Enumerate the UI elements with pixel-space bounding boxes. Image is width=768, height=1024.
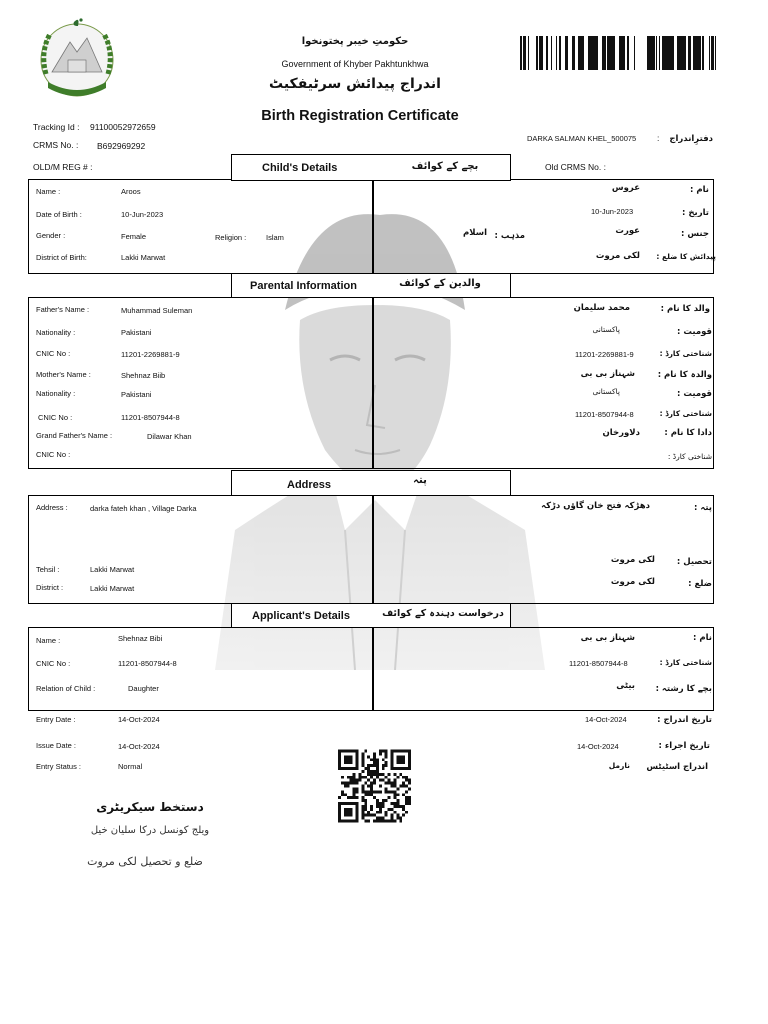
child-dob-value: 10-Jun-2023 bbox=[121, 210, 164, 219]
address-value: darka fateh khan , Village Darka bbox=[90, 504, 197, 513]
nationality1-label: Nationality : bbox=[36, 328, 76, 337]
parents-tab-ur: والدین کے کوائف bbox=[399, 278, 481, 289]
applicant-name-label: Name : bbox=[36, 636, 61, 645]
ur-district-label: ضلع : bbox=[688, 579, 712, 589]
applicant-tab-ur: درخواست دہندہ کے کوائف bbox=[382, 608, 504, 619]
ur-cnic2-label: شناختی کارڈ : bbox=[659, 409, 712, 418]
cnic2-value: 11201-8507944-8 bbox=[121, 413, 180, 422]
ur-status-label: اندراج اسٹیٹس bbox=[646, 762, 708, 772]
signature-line1: ویلج کونسل درکا سلیان خیل bbox=[90, 825, 210, 836]
old-crms-label: Old CRMS No. : bbox=[545, 162, 606, 172]
ur-father-value: محمد سلیمان bbox=[573, 303, 630, 313]
cnic1-label: CNIC No : bbox=[36, 349, 71, 358]
ur-tehsil-label: تحصیل : bbox=[676, 557, 712, 567]
child-dob-label: Date of Birth : bbox=[36, 210, 82, 219]
address-label: Address : bbox=[36, 503, 68, 512]
mother-value: Shehnaz Biib bbox=[121, 371, 166, 380]
barcode-icon bbox=[520, 36, 716, 70]
child-ur-dob-value: 10-Jun-2023 bbox=[591, 207, 634, 216]
crms-value: B692969292 bbox=[97, 141, 146, 151]
signature-title: دستخط سیکریٹری bbox=[96, 800, 204, 814]
tracking-label: Tracking Id : bbox=[33, 122, 80, 132]
ur-applicant-cnic-label: شناختی کارڈ : bbox=[659, 658, 712, 667]
ur-nat1-label: قومیت : bbox=[677, 327, 712, 337]
ur-relation-label: بچے کا رشتہ : bbox=[655, 684, 712, 694]
ur-entry-value: 14-Oct-2024 bbox=[585, 715, 627, 724]
child-district-label: District of Birth: bbox=[36, 253, 87, 262]
cnic1-value: 11201-2269881-9 bbox=[121, 350, 180, 359]
tracking-value: 91100052972659 bbox=[90, 122, 156, 132]
child-religion-label: Religion : bbox=[215, 233, 247, 242]
entry-date-label: Entry Date : bbox=[36, 715, 76, 724]
ur-entry-label: تاریخ اندراج : bbox=[657, 715, 712, 725]
district-label: District : bbox=[36, 583, 64, 592]
child-tab-ur: بچے کے کوائف bbox=[411, 161, 479, 172]
entry-date-value: 14-Oct-2024 bbox=[118, 715, 160, 724]
child-ur-name-label: نام : bbox=[690, 185, 709, 195]
ur-mother-value: شہناز بی بی bbox=[580, 369, 635, 379]
ur-applicant-name-label: نام : bbox=[693, 633, 712, 643]
child-ur-gender-value: عورت bbox=[615, 226, 640, 236]
ur-issue-label: تاریخ اجراء : bbox=[658, 741, 710, 751]
child-gender-label: Gender : bbox=[36, 231, 66, 240]
ur-mother-label: والدہ کا نام : bbox=[657, 370, 712, 380]
ur-gf-value: دلاورخان bbox=[602, 428, 640, 438]
signature-line2: ضلع و تحصیل لکی مروت bbox=[87, 855, 203, 868]
ur-relation-value: بیٹی bbox=[616, 681, 635, 691]
child-tab-en: Child's Details bbox=[262, 162, 338, 174]
grandfather-label: Grand Father's Name : bbox=[36, 431, 113, 440]
oldm-label: OLD/M REG # : bbox=[33, 162, 93, 172]
applicant-tab-en: Applicant's Details bbox=[252, 610, 350, 622]
ur-district-value: لکی مروت bbox=[610, 577, 655, 587]
office-urdu: دفترِاندراج bbox=[669, 134, 713, 144]
ur-address-value: دھڑکہ فتح خان گاؤں دڑکہ bbox=[541, 501, 650, 511]
cnic3-label: CNIC No : bbox=[36, 450, 71, 459]
child-ur-dob-label: تاریخ : bbox=[682, 208, 709, 218]
ur-applicant-cnic-value: 11201-8507944-8 bbox=[569, 659, 628, 668]
address-tab-en: Address bbox=[287, 479, 332, 491]
status-value: Normal bbox=[118, 762, 143, 771]
title-english: Birth Registration Certificate bbox=[261, 108, 459, 124]
gov-urdu: حکومتِ خیبر پختونخوا bbox=[301, 36, 409, 47]
parental-info-box bbox=[28, 297, 714, 469]
ur-father-label: والد کا نام : bbox=[660, 304, 710, 314]
father-value: Muhammad Suleman bbox=[121, 306, 193, 315]
address-tab bbox=[231, 470, 511, 496]
father-label: Father's Name : bbox=[36, 305, 90, 314]
office-colon: : bbox=[657, 133, 660, 143]
tehsil-value: Lakki Marwat bbox=[90, 565, 135, 574]
nationality1-value: Pakistani bbox=[121, 328, 152, 337]
ur-address-label: پتہ : bbox=[693, 503, 712, 513]
ur-status-value: نارمل bbox=[608, 761, 630, 770]
child-ur-religion-value: اسلام bbox=[463, 228, 487, 238]
issue-date-label: Issue Date : bbox=[36, 741, 77, 750]
title-urdu: اندراج پیدائش سرٹیفکیٹ bbox=[269, 76, 441, 92]
relation-value: Daughter bbox=[128, 684, 159, 693]
grandfather-value: Dilawar Khan bbox=[147, 432, 192, 441]
ur-nat1-value: پاکستانی bbox=[592, 325, 620, 334]
child-district-value: Lakki Marwat bbox=[121, 253, 166, 262]
parents-tab-en: Parental Information bbox=[250, 280, 357, 292]
ur-nat2-value: پاکستانی bbox=[592, 387, 620, 396]
child-ur-name-value: عروس bbox=[611, 183, 640, 193]
mother-label: Mother's Name : bbox=[36, 370, 91, 379]
cnic2-label: CNIC No : bbox=[38, 413, 73, 422]
ur-cnic3-label: شناختی کارڈ : bbox=[667, 452, 712, 461]
ur-cnic1-value: 11201-2269881-9 bbox=[575, 350, 634, 359]
nationality2-label: Nationality : bbox=[36, 389, 76, 398]
ur-tehsil-value: لکی مروت bbox=[610, 555, 655, 565]
ur-nat2-label: قومیت : bbox=[677, 389, 712, 399]
nationality2-value: Pakistani bbox=[121, 390, 152, 399]
relation-label: Relation of Child : bbox=[36, 684, 96, 693]
ur-issue-value: 14-Oct-2024 bbox=[577, 742, 619, 751]
tehsil-label: Tehsil : bbox=[36, 565, 60, 574]
ur-gf-label: دادا کا نام : bbox=[664, 428, 712, 438]
child-name-label: Name : bbox=[36, 187, 61, 196]
qr-code-icon bbox=[338, 749, 411, 823]
ur-cnic1-label: شناختی کارڈ : bbox=[659, 349, 712, 358]
child-name-value: Aroos bbox=[121, 187, 141, 196]
applicant-cnic-label: CNIC No : bbox=[36, 659, 71, 668]
child-religion-value: Islam bbox=[266, 233, 284, 242]
ur-cnic2-value: 11201-8507944-8 bbox=[575, 410, 634, 419]
child-ur-district-label: پیدائش کا ضلع : bbox=[656, 252, 716, 261]
child-ur-religion-label: مذہب : bbox=[494, 231, 525, 241]
child-gender-value: Female bbox=[121, 232, 147, 241]
applicant-cnic-value: 11201-8507944-8 bbox=[118, 659, 177, 668]
ur-applicant-name-value: شہناز بی بی bbox=[580, 633, 635, 643]
crms-label: CRMS No. : bbox=[33, 140, 79, 150]
issue-date-value: 14-Oct-2024 bbox=[118, 742, 160, 751]
kp-emblem-icon bbox=[32, 12, 122, 108]
child-ur-district-value: لکی مروت bbox=[595, 251, 640, 261]
address-tab-ur: پتہ bbox=[413, 475, 427, 486]
office-value: DARKA SALMAN KHEL_500075 bbox=[527, 134, 637, 143]
district-value: Lakki Marwat bbox=[90, 584, 135, 593]
gov-english: Government of Khyber Pakhtunkhwa bbox=[281, 59, 429, 69]
status-label: Entry Status : bbox=[36, 762, 82, 771]
applicant-name-value: Shehnaz Bibi bbox=[118, 634, 163, 643]
child-ur-gender-label: جنس : bbox=[681, 229, 709, 239]
